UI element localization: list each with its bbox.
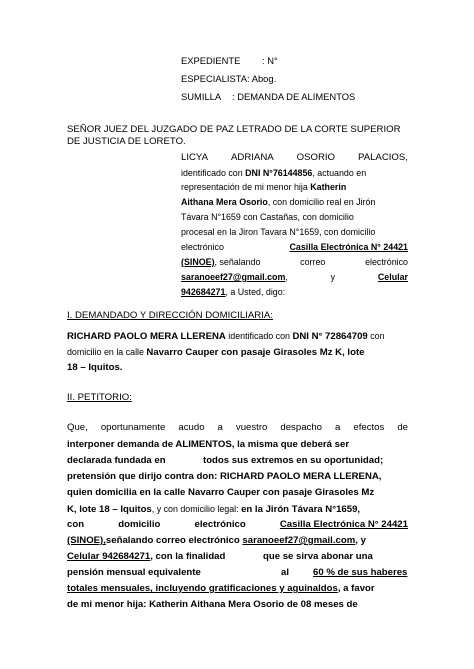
applicant-name-part: ADRIANA — [231, 152, 274, 163]
intro-text: representación de mi menor hija — [181, 182, 311, 192]
petitorio-line-9 — [67, 551, 373, 563]
intro-text: , señalando — [214, 257, 261, 267]
section-1-text: con — [367, 331, 385, 341]
intro-line-6: procesal en la Jiron Tavara N°1659, con domicilio — [181, 227, 376, 237]
applicant-name-part: PALACIOS, — [358, 152, 408, 163]
intro-line-1 — [181, 152, 408, 164]
casilla-electronica-ref: Casilla Electrónica N° 24421 — [279, 519, 408, 530]
email-link-ref[interactable]: saranoeef27@gmail.com — [242, 535, 356, 546]
sinoe-ref: (SINOE), — [67, 535, 106, 546]
phone-ref: Celular 942684271 — [67, 551, 151, 562]
petitorio-text: al — [281, 567, 290, 578]
petitorio-line-12 — [67, 599, 358, 611]
petitorio-text: que se sirva abonar una — [263, 551, 373, 562]
petitorio-word: despacho — [280, 422, 322, 433]
petitorio-text: pretensión que dirijo contra don: — [67, 471, 220, 482]
petitorio-text: , con la finalidad — [150, 551, 226, 562]
intro-line-5: Távara N°1659 con Castañas, con domicilio — [181, 212, 354, 222]
intro-line-9 — [181, 271, 408, 283]
petitorio-text: , y con domicilio legal: — [151, 504, 242, 514]
petitorio-word: a — [217, 422, 223, 433]
intro-text: , actuando en — [312, 168, 367, 178]
minor-name-first: Katherin — [310, 182, 347, 192]
section-1-line-3: 18 – Iquitos. — [67, 362, 123, 373]
petitorio-word: a — [335, 422, 341, 433]
celular-label: Celular — [377, 272, 408, 282]
intro-text: identificado con — [181, 168, 246, 178]
petitorio-line-5: quien domicilia en la calle Navarro Cauper con pasaje Girasoles Mz — [67, 487, 375, 498]
intro-line-2 — [181, 167, 366, 179]
petitorio-line-1 — [67, 422, 408, 434]
section-1-text: domicilio en la calle — [67, 347, 147, 357]
petitorio-text: interponer demanda de — [67, 439, 176, 450]
sumilla-line — [181, 91, 356, 103]
especialista-line — [181, 73, 276, 85]
petitorio-text: señalando correo electrónico — [105, 535, 243, 546]
petitorio-word: domicilio — [118, 519, 161, 530]
section-1-title-text: I. DEMANDADO Y DIRECCIÓN DOMICILIARIA: — [67, 310, 273, 321]
intro-text: electrónico — [181, 242, 224, 252]
petitorio-line-7 — [67, 519, 408, 531]
petitorio-text: todos sus extremos en su oportunidad; — [203, 455, 384, 466]
percentage-clause: 60 % de sus haberes — [313, 567, 408, 578]
intro-text: , con domicilio real en Jirón — [267, 197, 376, 207]
petitorio-word: electrónico — [194, 519, 246, 530]
petitorio-text: , la misma que deberá ser — [231, 439, 350, 450]
minor-name-ref: Katherin Aithana Mera Osorio de 08 meses de — [149, 599, 358, 610]
expediente-value: : N° — [262, 55, 278, 66]
petitorio-word: de — [397, 422, 408, 433]
sinoe-label: (SINOE) — [181, 257, 215, 267]
expediente-label: EXPEDIENTE — [181, 55, 241, 66]
section-1-line-1 — [67, 330, 385, 343]
petitorio-line-3 — [67, 455, 384, 467]
expediente-line — [181, 55, 278, 67]
petitorio-word: efectos — [353, 422, 385, 433]
applicant-name-part: OSORIO — [296, 152, 336, 163]
intro-line-7 — [181, 241, 408, 253]
applicant-name-part: LICYA — [181, 152, 209, 163]
intro-text: y — [330, 272, 336, 282]
sumilla-label: SUMILLA — [181, 91, 222, 102]
intro-line-4 — [181, 196, 375, 208]
section-1-text: identificado con — [225, 331, 293, 341]
section-1-line-2 — [67, 346, 365, 359]
petitorio-word: oportunamente — [100, 422, 166, 433]
section-2-title-text: II. PETITORIO: — [67, 392, 132, 403]
legal-address: en la Jirón Távara N°1659, — [241, 504, 361, 515]
petitorio-line-10 — [67, 567, 408, 579]
petitorio-line-2 — [67, 439, 349, 451]
especialista-label: ESPECIALISTA: — [181, 73, 250, 84]
alimentos-keyword: ALIMENTOS — [175, 439, 232, 450]
intro-text: correo — [300, 257, 326, 267]
petitorio-word: acudo — [178, 422, 205, 433]
minor-name-rest: Aithana Mera Osorio — [181, 197, 268, 207]
petitorio-text: pensión mensual equivalente — [67, 567, 201, 578]
petitorio-text: K, lote 18 – Iquitos — [67, 504, 152, 515]
intro-line-8 — [181, 256, 408, 268]
petitorio-word: con — [67, 519, 85, 530]
intro-text: electrónico — [365, 257, 408, 267]
intro-text: , a Usted, digo: — [225, 287, 286, 297]
applicant-dni: DNI N°76144856 — [245, 168, 313, 178]
addressee-line-1: SEÑOR JUEZ DEL JUZGADO DE PAZ LETRADO DE LA CORTE SUPERIOR — [67, 124, 401, 135]
petitorio-text: declarada fundada en — [67, 455, 166, 466]
email-link[interactable]: saranoeef27@gmail.com — [181, 272, 286, 282]
defendant-dni: DNI N° 72864709 — [292, 331, 368, 342]
defendant-name: RICHARD PAOLO MERA LLERENA — [67, 331, 226, 342]
intro-text: , — [285, 272, 288, 282]
especialista-value: Abog. — [251, 73, 277, 84]
addressee-line-2: DE JUSTICIA DE LORETO. — [67, 136, 186, 147]
totals-clause: totales mensuales, incluyendo gratificaciones y aguinaldos — [67, 583, 338, 594]
sumilla-value: : DEMANDA DE ALIMENTOS — [232, 91, 356, 102]
petitorio-text: , y — [355, 535, 366, 546]
petitorio-word: vuestro — [235, 422, 268, 433]
petitorio-text: de mi menor hija: — [67, 599, 150, 610]
defendant-name-ref: RICHARD PAOLO MERA LLERENA, — [219, 471, 382, 482]
intro-line-3 — [181, 181, 346, 193]
phone-number: 942684271 — [181, 287, 226, 297]
defendant-address: Navarro Cauper con pasaje Girasoles Mz K, lote — [146, 347, 365, 358]
casilla-electronica: Casilla Electrónica N° 24421 — [289, 242, 408, 252]
petitorio-text: , a favor — [337, 583, 375, 594]
petitorio-line-4 — [67, 471, 381, 483]
intro-line-10 — [181, 286, 285, 298]
petitorio-line-8 — [67, 535, 366, 547]
petitorio-word: Que, — [67, 422, 88, 433]
petitorio-line-11 — [67, 583, 375, 595]
petitorio-line-6 — [67, 503, 360, 516]
section-2-title — [67, 392, 132, 404]
section-1-title — [67, 310, 273, 322]
